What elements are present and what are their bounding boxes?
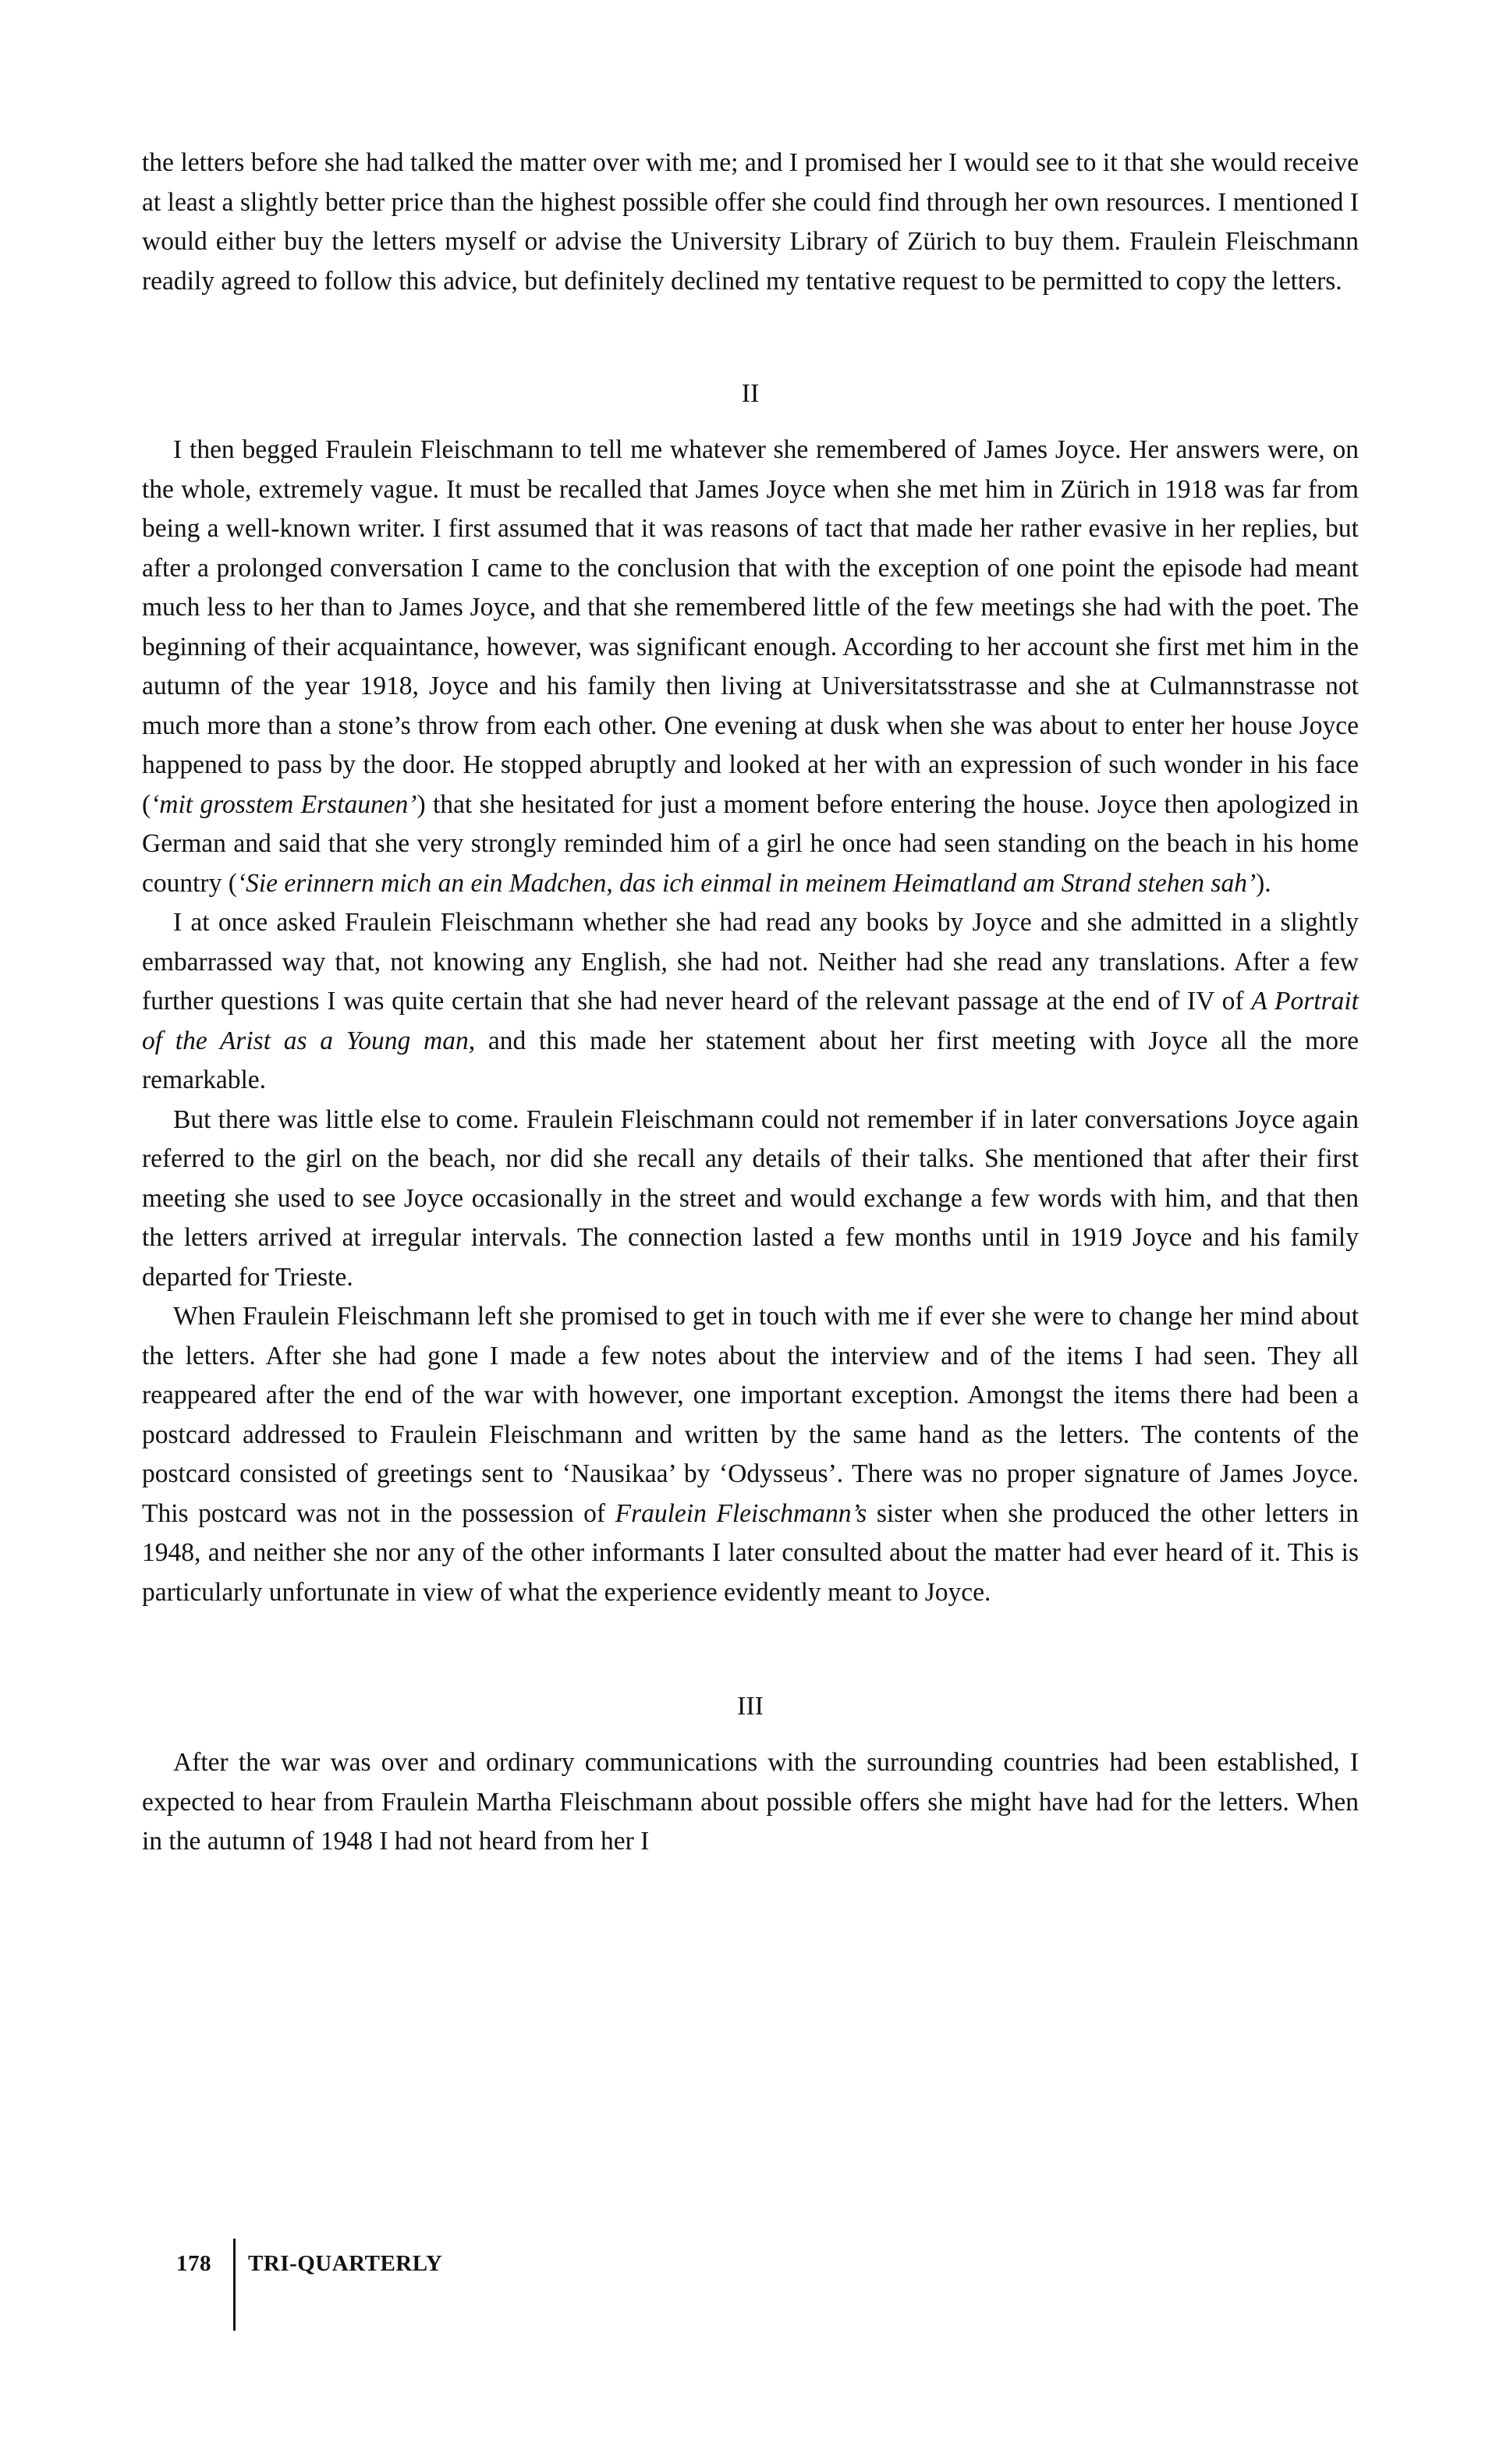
page-number: 178 [176, 2251, 211, 2276]
paragraph-books [142, 903, 1359, 1101]
paragraph-opening: the letters before she had talked the matter over with me; and I promised her I would see to it that she would receive at least a slightly better price than the highest possible offer she could find through her own resources. I mentioned I would either buy the letters myself or advise the University Library of Zürich to buy them. Fraulein Fleischmann readily agreed to follow this advice, but definitely declined my tentative request to be permitted to copy the letters. [142, 148, 1359, 296]
german-quote-madchen: ‘Sie erinnern mich an ein Madchen, das ich einmal in meinem Heimatland am Strand stehen sah’ [236, 868, 1257, 898]
section-heading-iii: III [737, 1692, 764, 1721]
text-run: ) that she hesitated for just a moment before entering the house. Joyce then apologized in German and said that she very strongly reminded him of a girl he once had seen standing on the beach in his home country ( [142, 789, 1359, 898]
paragraph-after-war: After the war was over and ordinary communications with the surrounding countries had been established, I expected to hear from Fraulein Martha Fleischmann about possible offers she might have had for the letters. When in the autumn of 1948 I had not heard from her I [142, 1748, 1359, 1856]
text-run: When Fraulein Fleischmann left she promised to get in touch with me if ever she were to change her mind about the letters. After she had gone I made a few notes about the interview and of the items I had seen. They all reappeared after the end of the war with however, one important exception. Amongst the items there had been a postcard addressed to Fraulein Fleischmann and written by the same hand as the letters. The contents of the postcard consisted of greetings sent to ‘Nausikaa’ by ‘Odysseus’. There was no proper signature of James Joyce. This postcard was not in the possession of [142, 1302, 1359, 1528]
paragraph-little-else: But there was little else to come. Fraulein Fleischmann could not remember if in later conversations Joyce again referred to the girl on the beach, nor did she recall any details of their talks. She mentioned that after their first meeting she used to see Joyce occasionally in the street and would exchange a few words with him, and that then the letters arrived at irregular intervals. The connection lasted a few months until in 1919 Joyce and his family departed for Trieste. [142, 1104, 1359, 1292]
book-title-portrait: A Portrait of the Arist as a Young man, [142, 987, 1359, 1055]
text-run: I at once asked Fraulein Fleischmann whether she had read any books by Joyce and she admitted in a slightly embarrassed way that, not knowing any English, she had not. Neither had she read any translations. After a few further questions I was quite certain that she had never heard of the relevant passage at the end of IV of [142, 908, 1359, 1016]
italic-name: Fraulein Fleischmann’s [615, 1498, 867, 1528]
section-heading-ii: II [741, 379, 760, 408]
footer-divider [233, 2239, 236, 2331]
publication-name: TRI-QUARTERLY [248, 2251, 443, 2276]
text-run: and this made her statement about her first meeting with Joyce all the more remarkable. [142, 1026, 1359, 1094]
paragraph-postcard [142, 1297, 1359, 1612]
article-body [142, 144, 1359, 1862]
german-quote-erstaunen: ‘mit grosstem Erstaunen’ [151, 789, 417, 819]
text-run: I then begged Fraulein Fleischmann to tell me whatever she remembered of James Joyce. Her answers were, on the whole, extremely vague. It must be recalled that James Joyce when she met him in Zürich in 1918 was far from being a well-known writer. I first assumed that it was reasons of tact that made her rather evasive in her replies, but after a prolonged conversation I came to the conclusion that with the exception of one point the episode had meant much less to her than to James Joyce, and that she remembered little of the few meetings she had with the poet. The beginning of their acquaintance, however, was significant enough. According to her account she first met him in the autumn of the year 1918, Joyce and his family then living at Universitatsstrasse and she at Culmannstrasse not much more than a stone’s throw from each other. One evening at dusk when she was about to enter her house Joyce happened to pass by the door. He stopped abruptly and looked at her with an expression of such wonder in his face ( [142, 435, 1359, 819]
paragraph-joyce-memories [142, 431, 1359, 903]
text-run: ). [1256, 868, 1271, 898]
text-run: sister when she produced the other letters in 1948, and neither she nor any of the other informants I later consulted about the matter had ever heard of it. This is particularly unfortunate in view of what the experience evidently meant to Joyce. [142, 1498, 1360, 1607]
